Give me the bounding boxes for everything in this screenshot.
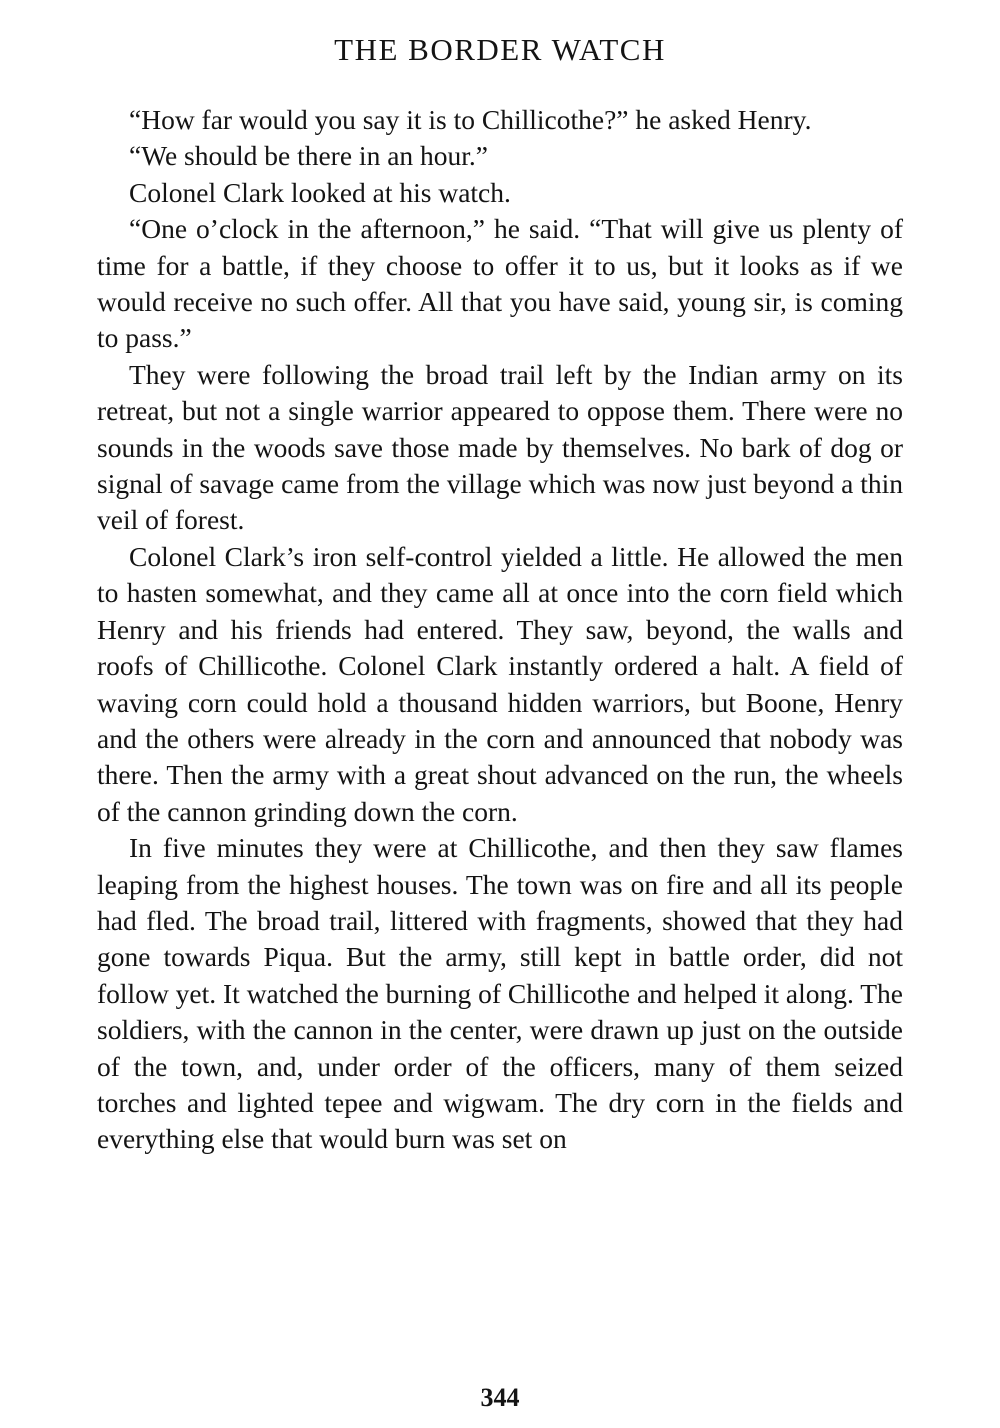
paragraph: “One o’clock in the afternoon,” he said. “That will give us plenty of time for a battle, if they choose to offer it to us, but it looks as if we would receive no such offer. All that you have said, young sir, is coming to pass.” — [97, 213, 903, 354]
running-head: THE BORDER WATCH — [334, 32, 666, 67]
paragraph: “How far would you say it is to Chillicothe?” he asked Henry. — [129, 104, 812, 135]
body-text — [97, 102, 903, 1158]
paragraph: They were following the broad trail left by the Indian army on its retreat, but not a single warrior appeared to oppose them. There were no sounds in the woods save those made by themselves. No bark of dog or signal of savage came from the village which was now just beyond a thin veil of forest. — [97, 358, 903, 536]
paragraph: Colonel Clark looked at his watch. — [129, 176, 511, 208]
paragraph: In five minutes they were at Chillicothe, and then they saw flames leaping from the highest houses. The town was on fire and all its people had fled. The broad trail, littered with fragments, showed that they had gone towards Piqua. But the army, still kept in battle order, did not follow yet. It watched the burning of Chillicothe and helped it along. The soldiers, with the cannon in the center, were drawn up just on the outside of the town, and, under order of the officers, many of them seized torches and lighted tepee and wigwam. The dry corn in the fields and everything else that would burn was set on — [97, 832, 903, 1155]
paragraph: Colonel Clark’s iron self-control yielded a little. He allowed the men to hasten somewhat, and they came all at once into the corn field which Henry and his friends had entered. They saw, beyond, the walls and roofs of Chillicothe. Colonel Clark instantly ordered a halt. A field of waving corn could hold a thousand hidden warriors, but Boone, Henry and the others were already in the corn and announced that nobody was there. Then the army with a great shout advanced on the run, the wheels of the cannon grinding down the corn. — [97, 540, 903, 827]
paragraph: “We should be there in an hour.” — [129, 140, 488, 172]
page-number: 344 — [480, 1383, 520, 1412]
